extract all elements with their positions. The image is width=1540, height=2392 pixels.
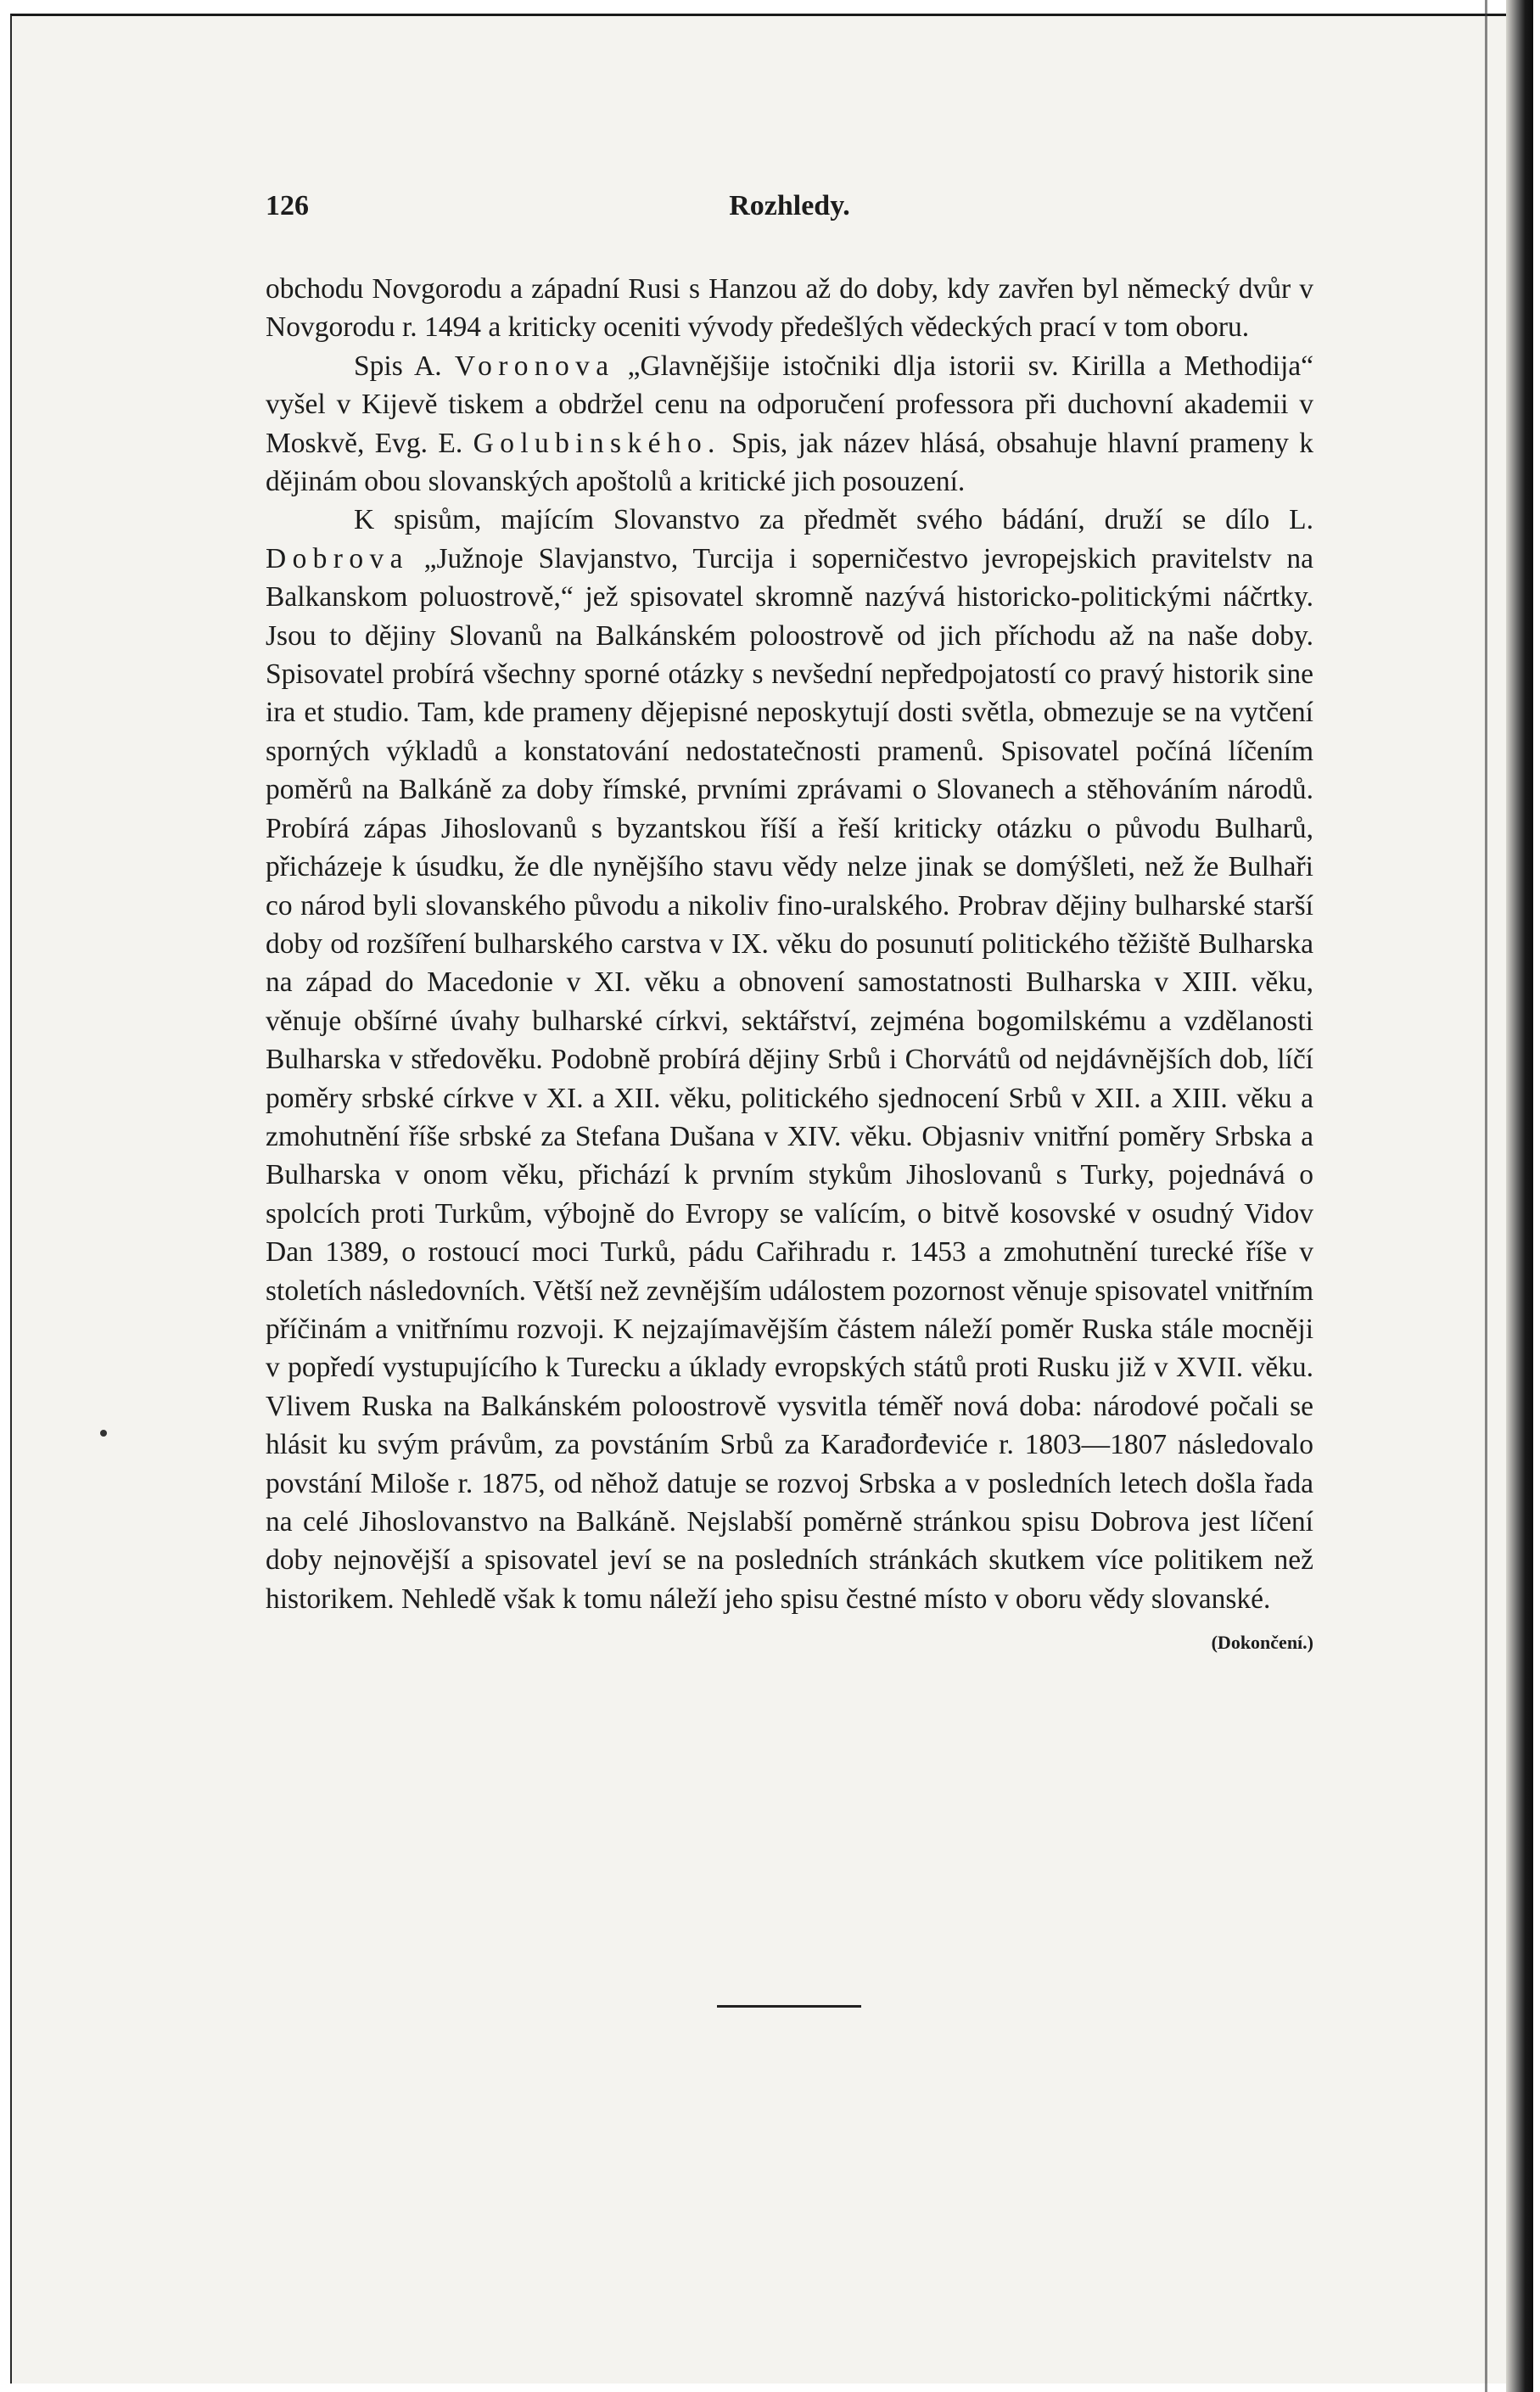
paragraph-2 bbox=[266, 347, 1313, 501]
body-text bbox=[266, 270, 1313, 1662]
page-header bbox=[266, 182, 1313, 232]
text-segment: „Južnoje Slavjanstvo, Turcija i soperničestvo jevropejskich pravitelstv na Balkanskom poluostrově,“ jež spisovatel skromně nazývá historicko-politickými náčrtky. Jsou to dějiny Slovanů na Balkánském poloostrově od jich příchodu až na naše doby. Spisovatel probírá všechny sporné otázky s nevšední nepředpojatostí co pravý historik sine ira et studio. Tam, kde prameny dějepisné neposkytují dosti světla, obmezuje se na vytčení sporných výkladů a konstatování nedostatečnosti pramenů. Spisovatel počíná líčením poměrů na Balkáně za doby římské, prvními zprávami o Slovanech a stěhováním národů. Probírá zápas Jihoslovanů s byzantskou říší a řeší kriticky otázku o původu Bulharů, přicházeje k úsudku, že dle nynějšího stavu vědy nelze jinak se domýšleti, než že Bulhaři co národ byli slovanského původu a nikoliv fino-uralského. Probrav dějiny bulharské starší doby od rozšíření bulharského carstva v IX. věku do posunutí politického těžiště Bulharska na západ do Macedonie v XI. věku a obnovení samostatnosti Bulharska v XIII. věku, věnuje obšírné úvahy bulharské církvi, sektářství, zejména bogomilskému a vzdělanosti Bulharska v středověku. Podobně probírá dějiny Srbů i Chorvátů od nejdávnějších dob, líčí poměry srbské církve v XI. a XII. věku, politického sjednocení Srbů v XII. a XIII. věku a zmohutnění říše srbské za Stefana Dušana v XIV. věku. Objasniv vnitřní poměry Srbska a Bulharska v onom věku, přichází k prvním stykům Jihoslovanů s Turky, pojednává o spolcích proti Turkům, výbojně do Evropy se valícím, o bitvě kosovské v osudný Vidov Dan 1389, o rostoucí moci Turků, pádu Cařihradu r. 1453 a zmohutnění turecké říše v stoletích následovních. Větší než zevnějším událostem pozornost věnuje spisovatel vnitřním příčinám a vnitřnímu rozvoji. K nejzajímavějším částem náleží poměr Ruska stále mocněji v popředí vystupujícího k Turecku a úklady evropských států proti Rusku již v XVII. věku. Vlivem Ruska na Balkánském poloostrově vysvitla téměř nová doba: národové počali se hlásit ku svým právům, za povstáním Srbů za Karađorđeviće r. 1803—1807 následovalo povstání Miloše r. 1875, od něhož datuje se rozvoj Srbska a v posledních letech došla řada na celé Jihoslovanstvo na Balkáně. Nejslabší poměrně stránkou spisu Dobrova jest líčení doby nejnovější a spisovatel jeví se na posledních stránkách skutkem více politikem než historikem. Nehledě však k tomu náleží jeho spisu čestné místo v oboru vědy slovanské. bbox=[266, 542, 1313, 1615]
paragraph-3 bbox=[266, 501, 1313, 1654]
binding-edge-line bbox=[1485, 0, 1487, 2392]
author-name-voronov: Voronova bbox=[454, 350, 615, 382]
running-title: Rozhledy. bbox=[729, 190, 850, 221]
text-segment: K spisům, majícím Slovanstvo za předmět svého bádání, druží se dílo L. bbox=[354, 504, 1313, 536]
text-segment: obchodu Novgorodu a západní Rusi s Hanzou až do doby, kdy zavřen byl německý dvůr v Novgorodu r. 1494 a kriticky oceniti vývody předešlých vědeckých prací v tom oboru. bbox=[266, 273, 1313, 344]
author-name-dobrov: Dobrova bbox=[266, 542, 409, 574]
end-note: (Dokončení.) bbox=[1211, 1632, 1313, 1654]
text-segment: „Glavnějšije istočniki dlja istorii sv. Kirilla a Methodija“ vyšel v Kijevě tiskem a obdržel cenu na odporučení professora při duchovní akademii v Moskvě, Evg. E. bbox=[266, 350, 1314, 459]
book-spine bbox=[1506, 0, 1533, 2392]
page-number: 126 bbox=[266, 190, 309, 221]
margin-dot bbox=[100, 1430, 107, 1437]
text-segment: Spis, jak název hlásá, obsahuje hlavní prameny k dějinám obou slovanských apoštolů a kritické jich posouzení. bbox=[266, 427, 1313, 498]
text-segment: Spis A. bbox=[354, 350, 455, 382]
paragraph-1 bbox=[266, 270, 1313, 347]
closing-rule bbox=[717, 2005, 861, 2008]
author-name-golubinsky: Golubinského. bbox=[473, 427, 721, 459]
